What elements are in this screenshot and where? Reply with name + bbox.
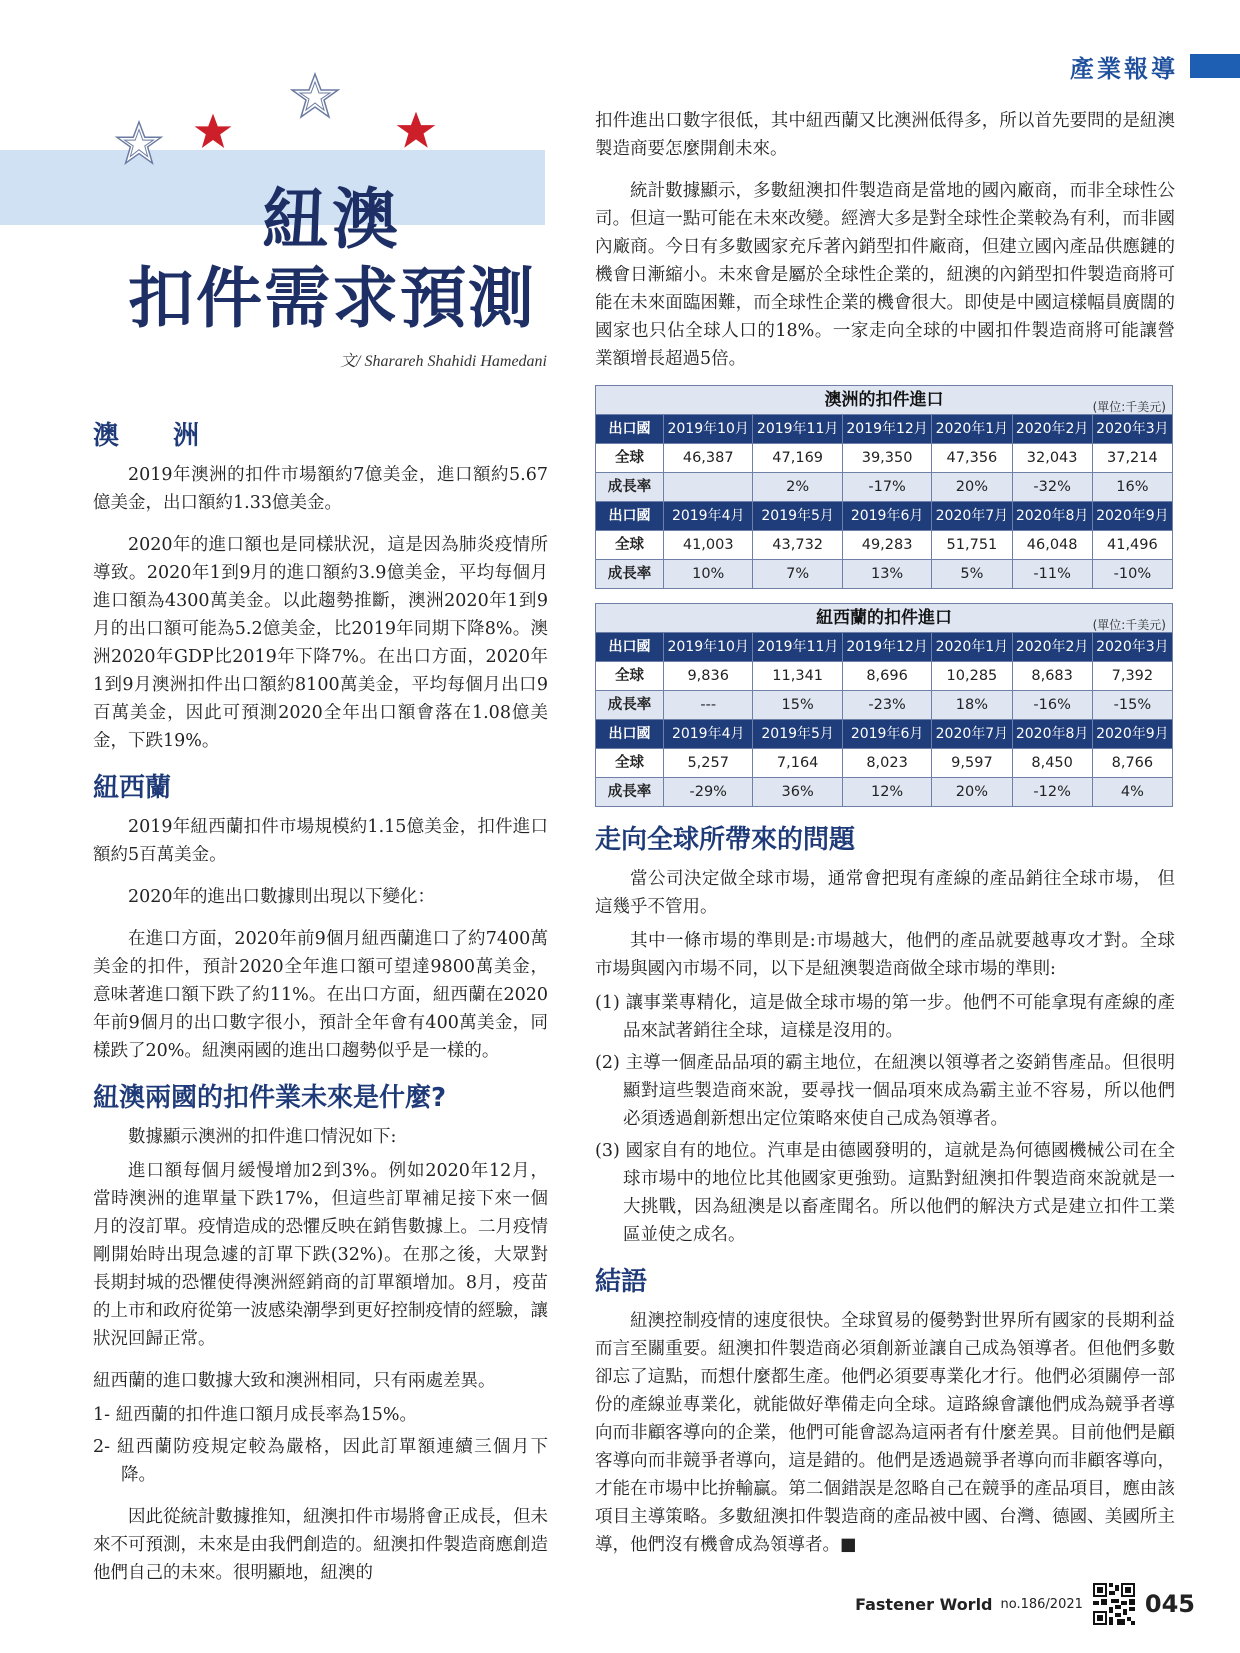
- table-header-row: [596, 633, 1173, 662]
- table-header-cell: 2020年7月: [932, 502, 1012, 531]
- table-cell: 全球: [596, 662, 664, 691]
- list-item: 2- 紐西蘭防疫規定較為嚴格，因此訂單額連續三個月下降。: [93, 1437, 548, 1485]
- table-cell: 16%: [1092, 473, 1172, 502]
- table-cell: 9,597: [932, 749, 1012, 778]
- table-row: [596, 778, 1173, 807]
- table-cell: 7,164: [753, 749, 842, 778]
- table-cell: 2%: [753, 473, 842, 502]
- table-cell: 13%: [842, 560, 931, 589]
- table-cell: 全球: [596, 749, 664, 778]
- table-cell: -11%: [1012, 560, 1092, 589]
- table-header-cell: 2020年9月: [1092, 720, 1172, 749]
- table-cell: -23%: [842, 691, 931, 720]
- table-header-cell: 2020年8月: [1012, 720, 1092, 749]
- qr-code-icon: [1093, 1583, 1135, 1625]
- table-header-row: [596, 720, 1173, 749]
- title-line-1: 紐澳: [262, 180, 402, 258]
- table-header-cell: 2019年5月: [753, 720, 842, 749]
- table-row: [596, 444, 1173, 473]
- table-cell: 41,496: [1092, 531, 1172, 560]
- table-header-cell: 2020年2月: [1012, 633, 1092, 662]
- table-header-cell: 2019年10月: [664, 415, 753, 444]
- table-header-cell: 2020年7月: [932, 720, 1012, 749]
- table-header-cell: 2019年12月: [842, 415, 931, 444]
- white-star-icon: [115, 120, 163, 168]
- section-accent-bar: [1190, 54, 1240, 78]
- title-line-2: 扣件需求預測: [128, 259, 536, 337]
- paragraph: 2020年的進口額也是同樣狀況，這是因為肺炎疫情所導致。2020年1到9月的進口額約3.9億美金，平均每個月進口額為4300萬美金。以此趨勢推斷，澳洲2020年1到9月的出口額可能為5.2億美金，比2019年同期下降8%。澳洲2020年GDP比2019年下降7%。在出口方面，2020年1到9月澳洲扣件出口額約8100萬美金，平均每個月出口9百萬美金，因此可預測2020全年出口額會落在1.08億美金，下跌19%。: [93, 535, 548, 751]
- table-header-cell: 2019年4月: [664, 502, 753, 531]
- table-header-cell: 出口國: [596, 720, 664, 749]
- table-cell: 15%: [753, 691, 842, 720]
- heading-new-zealand: 紐西蘭: [93, 773, 172, 803]
- table-cell: 37,214: [1092, 444, 1172, 473]
- table-cell: 成長率: [596, 778, 664, 807]
- table-cell: 12%: [842, 778, 931, 807]
- list-item: (1) 讓事業專精化，這是做全球市場的第一步。他們不可能拿現有產線的產品來試著銷往全球，這樣是沒用的。: [595, 993, 1175, 1041]
- table-cell: 8,023: [842, 749, 931, 778]
- table-unit: (單位:千美元): [1092, 400, 1166, 414]
- table-cell: 全球: [596, 531, 664, 560]
- table-cell: -12%: [1012, 778, 1092, 807]
- list-item: 1- 紐西蘭的扣件進口額月成長率為15%。: [93, 1405, 418, 1425]
- paragraph: 在進口方面，2020年前9個月紐西蘭進口了約7400萬美金的扣件，預計2020全年進口額可望達9800萬美金，意味著進口額下跌了約11%。在出口方面，紐西蘭在2020年前9個月的出口數字很小，預計全年會有400萬美金，同樣跌了20%。紐澳兩國的進出口趨勢似乎是一樣的。: [93, 929, 548, 1061]
- end-mark: ■: [840, 1535, 857, 1555]
- table-cell: 20%: [932, 778, 1012, 807]
- table-cell: 47,169: [753, 444, 842, 473]
- table-cell: 11,341: [753, 662, 842, 691]
- table-cell: 41,003: [664, 531, 753, 560]
- table-cell: 7,392: [1092, 662, 1172, 691]
- table-cell: 5,257: [664, 749, 753, 778]
- right-column: [595, 107, 1175, 1573]
- table-row: [596, 560, 1173, 589]
- table-header-cell: 2020年8月: [1012, 502, 1092, 531]
- heading-australia: 澳 洲: [93, 421, 214, 451]
- table-header-cell: 2020年1月: [932, 415, 1012, 444]
- paragraph: 數據顯示澳洲的扣件進口情況如下:: [128, 1127, 397, 1147]
- paragraph: 紐西蘭的進口數據大致和澳洲相同，只有兩處差異。: [93, 1371, 496, 1391]
- table-cell: 成長率: [596, 473, 664, 502]
- table-cell: -15%: [1092, 691, 1172, 720]
- left-column: [93, 415, 548, 1601]
- table-cell: -10%: [1092, 560, 1172, 589]
- table-row: [596, 473, 1173, 502]
- paragraph: 2019年紐西蘭扣件市場規模約1.15億美金，扣件進口額約5百萬美金。: [93, 817, 548, 865]
- red-star-icon: [395, 110, 437, 152]
- table-cell: 10,285: [932, 662, 1012, 691]
- table-row: [596, 531, 1173, 560]
- page-footer: [855, 1583, 1195, 1625]
- table-row: [596, 749, 1173, 778]
- table-new-zealand-imports: [595, 603, 1173, 807]
- table-caption: [596, 386, 1173, 415]
- heading-conclusion: 結語: [595, 1267, 648, 1297]
- table-cell: 成長率: [596, 560, 664, 589]
- table-cell: -17%: [842, 473, 931, 502]
- paragraph: 進口額每個月緩慢增加2到3%。例如2020年12月，當時澳洲的進單量下跌17%，但這些訂單補足接下來一個月的沒訂單。疫情造成的恐懼反映在銷售數據上。二月疫情剛開始時出現急遽的訂單下跌(32%)。在那之後，大眾對長期封城的恐懼使得澳洲經銷商的訂單額增加。8月，疫苗的上市和政府從第一波感染潮學到更好控制疫情的經驗，讓狀況回歸正常。: [93, 1161, 548, 1349]
- table-header-cell: 2019年10月: [664, 633, 753, 662]
- heading-future: 紐澳兩國的扣件業未來是什麼?: [93, 1083, 447, 1113]
- red-star-icon: [193, 112, 233, 152]
- paragraph: 2020年的進出口數據則出現以下變化：: [128, 887, 436, 907]
- table-unit: (單位:千美元): [1092, 618, 1166, 632]
- table-header-cell: 出口國: [596, 633, 664, 662]
- issue-number: no.186/2021: [1000, 1596, 1083, 1612]
- table-cell: 18%: [932, 691, 1012, 720]
- article-title: [112, 180, 552, 338]
- table-cell: 36%: [753, 778, 842, 807]
- page-number: 045: [1144, 1590, 1195, 1618]
- table-cell: 10%: [664, 560, 753, 589]
- table-header-cell: 2019年6月: [842, 720, 931, 749]
- white-star-icon: [290, 72, 340, 122]
- table-header-cell: 2019年11月: [753, 415, 842, 444]
- table-cell: 46,387: [664, 444, 753, 473]
- table-cell: 47,356: [932, 444, 1012, 473]
- table-cell: [664, 473, 753, 502]
- table-cell: -29%: [664, 778, 753, 807]
- table-cell: 49,283: [842, 531, 931, 560]
- table-cell: -16%: [1012, 691, 1092, 720]
- magazine-name: Fastener World: [855, 1594, 993, 1614]
- table-header-cell: 出口國: [596, 415, 664, 444]
- table-cell: 20%: [932, 473, 1012, 502]
- conclusion-text: 紐澳控制疫情的速度很快。全球貿易的優勢對世界所有國家的長期利益而言至關重要。紐澳扣件製造商必須創新並讓自己成為領導者。但他們多數卻忘了這點，而想什麼都生產。他們必須要專業化才行。他們必須關停一部份的產線並專業化，就能做好準備走向全球。這路線會讓他們成為競爭者導向而非顧客導向的企業，他們可能會認為這兩者有什麼差異。目前他們是顧客導向而非競爭者導向，這是錯的。他們是透過競爭者導向而非顧客導向，才能在市場中比拚輸贏。第二個錯誤是忽略自己在競爭的產品項目，應由該項目主導策略。多數紐澳扣件製造商的產品被中國、台灣、德國、美國所主導，他們沒有機會成為領導者。: [595, 1311, 1175, 1555]
- table-header-cell: 2019年5月: [753, 502, 842, 531]
- table-cell: 4%: [1092, 778, 1172, 807]
- table-header-cell: 2019年6月: [842, 502, 931, 531]
- table-header-cell: 2020年2月: [1012, 415, 1092, 444]
- table-cell: 46,048: [1012, 531, 1092, 560]
- table-header-cell: 2020年1月: [932, 633, 1012, 662]
- table-cell: 9,836: [664, 662, 753, 691]
- table-header-cell: 2019年4月: [664, 720, 753, 749]
- table-title: 紐西蘭的扣件進口: [816, 608, 952, 628]
- table-header-cell: 2020年3月: [1092, 633, 1172, 662]
- paragraph: 2019年澳洲的扣件市場額約7億美金，進口額約5.67億美金，出口額約1.33億美金。: [93, 465, 548, 513]
- table-cell: 32,043: [1012, 444, 1092, 473]
- table-cell: 7%: [753, 560, 842, 589]
- table-header-cell: 2020年3月: [1092, 415, 1172, 444]
- table-cell: 5%: [932, 560, 1012, 589]
- table-cell: 8,450: [1012, 749, 1092, 778]
- paragraph: 扣件進出口數字很低，其中紐西蘭又比澳洲低得多，所以首先要問的是紐澳製造商要怎麼開創未來。: [595, 111, 1175, 159]
- table-cell: ---: [664, 691, 753, 720]
- table-cell: 8,766: [1092, 749, 1172, 778]
- table-title: 澳洲的扣件進口: [824, 390, 944, 410]
- section-tag: [1070, 50, 1240, 82]
- table-cell: -32%: [1012, 473, 1092, 502]
- list-item: (2) 主導一個產品品項的霸主地位，在紐澳以領導者之姿銷售產品。但很明顯對這些製造商來說，要尋找一個品項來成為霸主並不容易，所以他們必須透過創新想出定位策略來使自己成為領導者。: [595, 1053, 1175, 1129]
- table-cell: 8,696: [842, 662, 931, 691]
- table-header-cell: 2019年12月: [842, 633, 931, 662]
- table-cell: 43,732: [753, 531, 842, 560]
- paragraph: 當公司決定做全球市場，通常會把現有產線的產品銷往全球市場， 但這幾乎不管用。: [595, 869, 1175, 917]
- table-header-cell: 出口國: [596, 502, 664, 531]
- table-header-row: [596, 415, 1173, 444]
- table-australia-imports: [595, 385, 1173, 589]
- table-cell: 39,350: [842, 444, 931, 473]
- heading-global-issues: 走向全球所帶來的問題: [595, 825, 856, 855]
- table-header-row: [596, 502, 1173, 531]
- table-cell: 成長率: [596, 691, 664, 720]
- table-header-cell: 2020年9月: [1092, 502, 1172, 531]
- table-cell: 全球: [596, 444, 664, 473]
- byline: 文/ Sharareh Shahidi Hamedani: [340, 353, 547, 370]
- paragraph: 統計數據顯示，多數紐澳扣件製造商是當地的國內廠商，而非全球性公司。但這一點可能在未來改變。經濟大多是對全球性企業較為有利，而非國內廠商。今日有多數國家充斥著內銷型扣件廠商，但建立國內產品供應鏈的機會日漸縮小。未來會是屬於全球性企業的，紐澳的內銷型扣件製造商將可能在未來面臨困難，而全球性企業的機會很大。即使是中國這樣幅員廣闊的國家也只佔全球人口的18%。一家走向全球的中國扣件製造商將可能讓營業額增長超過5倍。: [595, 181, 1175, 369]
- paragraph: 其中一條市場的準則是:市場越大，他們的產品就要越專攻才對。全球市場與國內市場不同，以下是紐澳製造商做全球市場的準則:: [595, 931, 1175, 979]
- table-caption: [596, 604, 1173, 633]
- list-item: (3) 國家自有的地位。汽車是由德國發明的，這就是為何德國機械公司在全球市場中的地位比其他國家更強勁。這點對紐澳扣件製造商來說就是一大挑戰，因為紐澳是以畜產聞名。所以他們的解決方式是建立扣件工業區並使之成名。: [595, 1141, 1175, 1245]
- paragraph: [595, 1307, 1175, 1559]
- table-row: [596, 691, 1173, 720]
- table-header-cell: 2019年11月: [753, 633, 842, 662]
- table-cell: 8,683: [1012, 662, 1092, 691]
- table-row: [596, 662, 1173, 691]
- table-cell: 51,751: [932, 531, 1012, 560]
- paragraph: 因此從統計數據推知，紐澳扣件市場將會正成長，但未來不可預測，未來是由我們創造的。紐澳扣件製造商應創造他們自己的未來。很明顯地，紐澳的: [93, 1507, 548, 1583]
- section-label: 產業報導: [1070, 54, 1178, 83]
